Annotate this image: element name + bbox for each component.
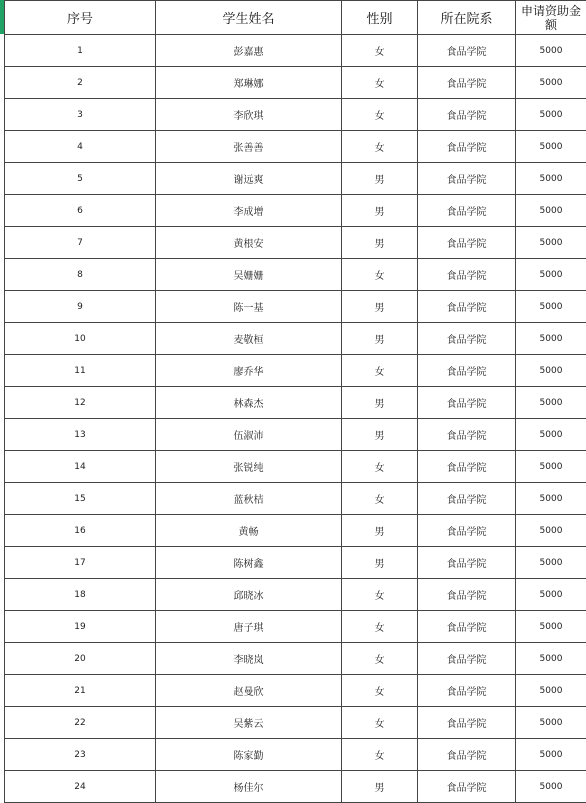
cell-serial[interactable]: 14	[5, 451, 156, 483]
cell-serial[interactable]: 13	[5, 419, 156, 451]
cell-student-name[interactable]: 李欣琪	[156, 99, 342, 131]
cell-student-name[interactable]: 郑琳娜	[156, 67, 342, 99]
cell-aid-amount[interactable]: 5000	[516, 579, 586, 611]
cell-gender[interactable]: 女	[342, 451, 418, 483]
cell-serial[interactable]: 22	[5, 707, 156, 739]
table-row	[5, 195, 586, 227]
table-row	[5, 291, 586, 323]
cell-aid-amount[interactable]: 5000	[516, 355, 586, 387]
cell-student-name[interactable]: 陈一基	[156, 291, 342, 323]
table-row	[5, 419, 586, 451]
student-aid-table	[4, 0, 586, 803]
cell-student-name[interactable]: 李成增	[156, 195, 342, 227]
cell-aid-amount[interactable]: 5000	[516, 515, 586, 547]
cell-student-name[interactable]: 张善善	[156, 131, 342, 163]
cell-student-name[interactable]: 张锐纯	[156, 451, 342, 483]
table-row	[5, 771, 586, 803]
cell-department[interactable]: 食品学院	[418, 355, 516, 387]
cell-serial[interactable]: 18	[5, 579, 156, 611]
cell-gender[interactable]: 女	[342, 643, 418, 675]
cell-serial[interactable]: 3	[5, 99, 156, 131]
table-row	[5, 611, 586, 643]
cell-student-name[interactable]: 林森杰	[156, 387, 342, 419]
header-gender[interactable]: 性别	[342, 1, 418, 35]
cell-aid-amount[interactable]: 5000	[516, 163, 586, 195]
cell-student-name[interactable]: 蓝秋桔	[156, 483, 342, 515]
cell-aid-amount[interactable]: 5000	[516, 291, 586, 323]
cell-aid-amount[interactable]: 5000	[516, 771, 586, 803]
cell-gender[interactable]: 女	[342, 99, 418, 131]
cell-department[interactable]: 食品学院	[418, 259, 516, 291]
cell-student-name[interactable]: 麦敬桓	[156, 323, 342, 355]
cell-gender[interactable]: 男	[342, 163, 418, 195]
cell-student-name[interactable]: 黄畅	[156, 515, 342, 547]
cell-department[interactable]: 食品学院	[418, 739, 516, 771]
cell-department[interactable]: 食品学院	[418, 35, 516, 67]
cell-serial[interactable]: 1	[5, 35, 156, 67]
cell-student-name[interactable]: 杨佳尔	[156, 771, 342, 803]
cell-aid-amount[interactable]: 5000	[516, 739, 586, 771]
cell-department[interactable]: 食品学院	[418, 291, 516, 323]
cell-department[interactable]: 食品学院	[418, 195, 516, 227]
cell-gender[interactable]: 男	[342, 387, 418, 419]
cell-aid-amount[interactable]: 5000	[516, 35, 586, 67]
cell-serial[interactable]: 7	[5, 227, 156, 259]
cell-department[interactable]: 食品学院	[418, 515, 516, 547]
cell-department[interactable]: 食品学院	[418, 643, 516, 675]
cell-student-name[interactable]: 黄根安	[156, 227, 342, 259]
cell-department[interactable]: 食品学院	[418, 387, 516, 419]
cell-gender[interactable]: 女	[342, 67, 418, 99]
cell-gender[interactable]: 女	[342, 259, 418, 291]
cell-serial[interactable]: 12	[5, 387, 156, 419]
cell-student-name[interactable]: 赵曼欣	[156, 675, 342, 707]
cell-department[interactable]: 食品学院	[418, 419, 516, 451]
table-row	[5, 355, 586, 387]
cell-aid-amount[interactable]: 5000	[516, 675, 586, 707]
cell-student-name[interactable]: 吴姗姗	[156, 259, 342, 291]
cell-department[interactable]: 食品学院	[418, 579, 516, 611]
cell-aid-amount[interactable]: 5000	[516, 419, 586, 451]
table-row	[5, 707, 586, 739]
cell-aid-amount[interactable]: 5000	[516, 483, 586, 515]
cell-gender[interactable]: 男	[342, 771, 418, 803]
cell-aid-amount[interactable]: 5000	[516, 195, 586, 227]
cell-aid-amount[interactable]: 5000	[516, 611, 586, 643]
cell-aid-amount[interactable]: 5000	[516, 131, 586, 163]
cell-gender[interactable]: 男	[342, 227, 418, 259]
cell-serial[interactable]: 10	[5, 323, 156, 355]
cell-aid-amount[interactable]: 5000	[516, 643, 586, 675]
cell-gender[interactable]: 女	[342, 579, 418, 611]
cell-gender[interactable]: 女	[342, 611, 418, 643]
cell-aid-amount[interactable]: 5000	[516, 67, 586, 99]
header-student-name[interactable]: 学生姓名	[156, 1, 342, 35]
table-row	[5, 227, 586, 259]
cell-serial[interactable]: 16	[5, 515, 156, 547]
cell-student-name[interactable]: 陈树鑫	[156, 547, 342, 579]
cell-student-name[interactable]: 谢远爽	[156, 163, 342, 195]
table-row	[5, 451, 586, 483]
header-department[interactable]: 所在院系	[418, 1, 516, 35]
cell-aid-amount[interactable]: 5000	[516, 99, 586, 131]
table-row	[5, 515, 586, 547]
cell-aid-amount[interactable]: 5000	[516, 387, 586, 419]
cell-gender[interactable]: 男	[342, 515, 418, 547]
cell-department[interactable]: 食品学院	[418, 131, 516, 163]
table-row	[5, 547, 586, 579]
cell-department[interactable]: 食品学院	[418, 163, 516, 195]
cell-student-name[interactable]: 陈家勤	[156, 739, 342, 771]
cell-department[interactable]: 食品学院	[418, 451, 516, 483]
cell-serial[interactable]: 6	[5, 195, 156, 227]
cell-student-name[interactable]: 吴紫云	[156, 707, 342, 739]
cell-serial[interactable]: 20	[5, 643, 156, 675]
table-row	[5, 35, 586, 67]
cell-gender[interactable]: 女	[342, 483, 418, 515]
cell-serial[interactable]: 11	[5, 355, 156, 387]
cell-gender[interactable]: 男	[342, 547, 418, 579]
cell-department[interactable]: 食品学院	[418, 611, 516, 643]
cell-serial[interactable]: 19	[5, 611, 156, 643]
table-row	[5, 675, 586, 707]
cell-aid-amount[interactable]: 5000	[516, 227, 586, 259]
cell-aid-amount[interactable]: 5000	[516, 547, 586, 579]
cell-department[interactable]: 食品学院	[418, 483, 516, 515]
table-row	[5, 579, 586, 611]
cell-student-name[interactable]: 李晓岚	[156, 643, 342, 675]
cell-student-name[interactable]: 彭嘉惠	[156, 35, 342, 67]
cell-serial[interactable]: 8	[5, 259, 156, 291]
cell-department[interactable]: 食品学院	[418, 67, 516, 99]
cell-department[interactable]: 食品学院	[418, 675, 516, 707]
cell-serial[interactable]: 2	[5, 67, 156, 99]
cell-serial[interactable]: 4	[5, 131, 156, 163]
cell-serial[interactable]: 23	[5, 739, 156, 771]
cell-gender[interactable]: 女	[342, 355, 418, 387]
cell-gender[interactable]: 女	[342, 707, 418, 739]
cell-gender[interactable]: 女	[342, 35, 418, 67]
table-row	[5, 739, 586, 771]
table-row	[5, 387, 586, 419]
cell-gender[interactable]: 男	[342, 291, 418, 323]
table-row	[5, 163, 586, 195]
cell-aid-amount[interactable]: 5000	[516, 323, 586, 355]
cell-student-name[interactable]: 廖乔华	[156, 355, 342, 387]
cell-gender[interactable]: 男	[342, 323, 418, 355]
cell-department[interactable]: 食品学院	[418, 227, 516, 259]
cell-student-name[interactable]: 邱晓冰	[156, 579, 342, 611]
cell-aid-amount[interactable]: 5000	[516, 259, 586, 291]
cell-gender[interactable]: 男	[342, 419, 418, 451]
cell-serial[interactable]: 24	[5, 771, 156, 803]
cell-gender[interactable]: 女	[342, 739, 418, 771]
cell-gender[interactable]: 男	[342, 195, 418, 227]
table-row	[5, 99, 586, 131]
cell-serial[interactable]: 15	[5, 483, 156, 515]
cell-aid-amount[interactable]: 5000	[516, 707, 586, 739]
table-row	[5, 131, 586, 163]
cell-gender[interactable]: 女	[342, 675, 418, 707]
cell-department[interactable]: 食品学院	[418, 707, 516, 739]
table-row	[5, 483, 586, 515]
cell-student-name[interactable]: 伍淑沛	[156, 419, 342, 451]
table-row	[5, 67, 586, 99]
header-row	[5, 1, 586, 35]
cell-aid-amount[interactable]: 5000	[516, 451, 586, 483]
header-serial[interactable]: 序号	[5, 1, 156, 35]
cell-serial[interactable]: 21	[5, 675, 156, 707]
cell-gender[interactable]: 女	[342, 131, 418, 163]
cell-department[interactable]: 食品学院	[418, 99, 516, 131]
table-row	[5, 643, 586, 675]
cell-student-name[interactable]: 唐子琪	[156, 611, 342, 643]
table-row	[5, 259, 586, 291]
cell-department[interactable]: 食品学院	[418, 323, 516, 355]
cell-department[interactable]: 食品学院	[418, 547, 516, 579]
cell-department[interactable]: 食品学院	[418, 771, 516, 803]
table-row	[5, 323, 586, 355]
header-aid-amount[interactable]: 申请资助金额	[516, 1, 586, 35]
cell-serial[interactable]: 5	[5, 163, 156, 195]
cell-serial[interactable]: 17	[5, 547, 156, 579]
cell-serial[interactable]: 9	[5, 291, 156, 323]
